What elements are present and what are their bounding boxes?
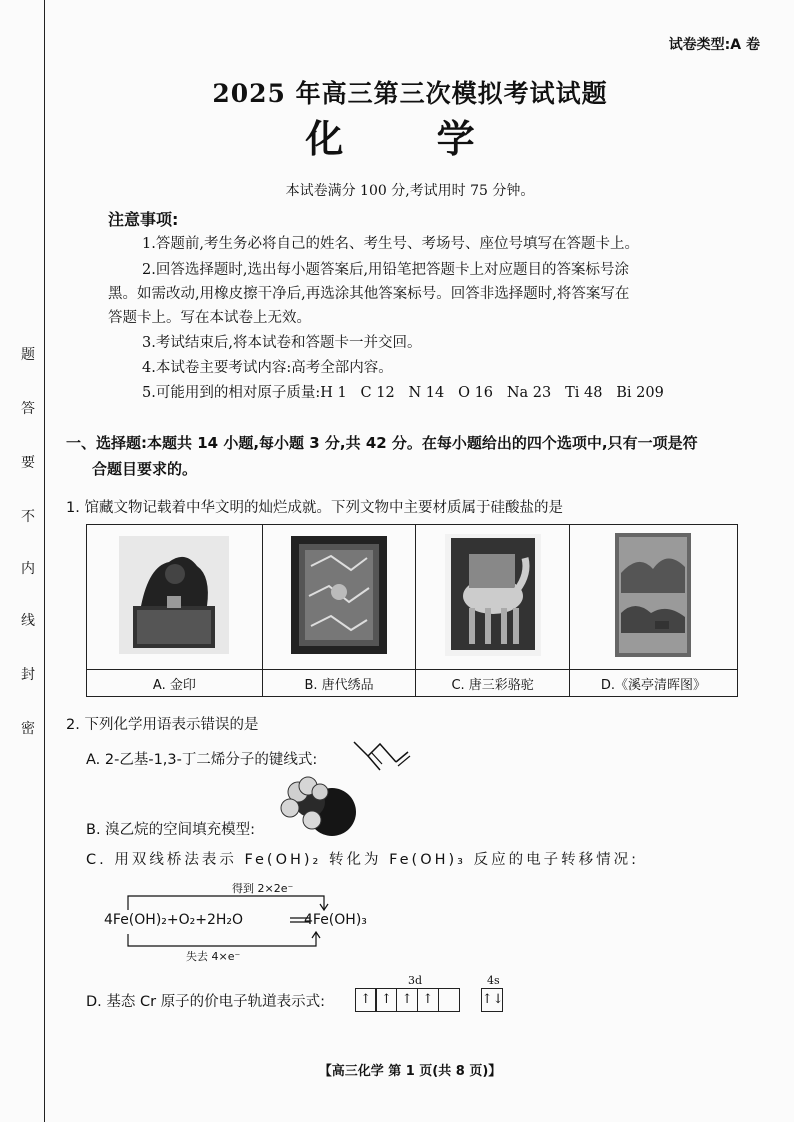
orbital-box: ↑ — [375, 988, 397, 1012]
seal-char: 题 — [21, 347, 35, 363]
seal-char: 内 — [21, 561, 35, 577]
q2-option-d: D. 基态 Cr 原子的价电子轨道表示式: — [86, 994, 326, 1010]
option-d-image — [569, 525, 737, 670]
option-d-label: D.《溪亭清晖图》 — [569, 670, 737, 697]
notice-item: 答题卡上。写在本试卷上无效。 — [108, 310, 311, 326]
skeletal-formula-image — [352, 738, 412, 772]
notice-item: 2.回答选择题时,选出每小题答案后,用铅笔把答题卡上对应题目的答案标号涂 — [142, 262, 630, 278]
notice-item: 1.答题前,考生务必将自己的姓名、考生号、考场号、座位号填写在答题卡上。 — [142, 236, 639, 252]
option-c-label: C. 唐三彩骆驼 — [416, 670, 570, 697]
orbital-4s-label: 4s — [487, 974, 500, 987]
q2-option-a: A. 2-乙基-1,3-丁二烯分子的键线式: — [86, 752, 318, 768]
gold-seal-image — [119, 536, 229, 654]
electron-lose-label: 失去 4×e⁻ — [186, 950, 241, 963]
notice-item: 4.本试卷主要考试内容:高考全部内容。 — [142, 360, 393, 376]
binding-line — [44, 0, 45, 1122]
seal-char: 答 — [21, 401, 35, 417]
option-a-image — [87, 525, 263, 670]
orbital-4s-box: ↑↓ — [481, 988, 503, 1012]
embroidery-image — [291, 536, 387, 654]
seal-char: 密 — [21, 721, 35, 737]
q1-stem: 1. 馆藏文物记载着中华文明的灿烂成就。下列文物中主要材质属于硅酸盐的是 — [66, 500, 563, 516]
q2-option-b: B. 溴乙烷的空间填充模型: — [86, 822, 256, 838]
section-heading — [66, 430, 746, 482]
paper-type: 试卷类型:A 卷 — [668, 37, 760, 53]
q2-option-c: C. 用双线桥法表示 Fe(OH)₂ 转化为 Fe(OH)₃ 反应的电子转移情况: — [86, 852, 639, 868]
orbital-box: ↑ — [355, 988, 377, 1012]
subject-title: 化 学 — [305, 116, 515, 161]
option-c-image — [416, 525, 570, 670]
seal-char: 线 — [21, 613, 35, 629]
seal-char: 不 — [21, 509, 35, 525]
q2-stem: 2. 下列化学用语表示错误的是 — [66, 717, 259, 733]
orbital-3d-boxes — [356, 988, 460, 1012]
section-line: 一、选择题:本题共 14 小题,每小题 3 分,共 42 分。在每小题给出的四个选项中,只有一项是符 — [66, 434, 698, 452]
orbital-3d-label: 3d — [408, 974, 423, 987]
q1-options-table — [86, 524, 738, 697]
section-line: 合题目要求的。 — [92, 460, 198, 478]
equation-right: 4Fe(OH)₃ — [304, 912, 367, 928]
equation-left: 4Fe(OH)₂+O₂+2H₂O — [104, 912, 244, 928]
exam-title: 2025 年高三第三次模拟考试试题 — [212, 79, 608, 108]
seal-char: 封 — [21, 667, 35, 683]
option-a-label: A. 金印 — [87, 670, 263, 697]
landscape-painting-image — [615, 533, 691, 657]
notice-item: 黑。如需改动,用橡皮擦干净后,再选涂其他答案标号。回答非选择题时,将答案写在 — [108, 286, 630, 302]
orbital-box: ↑ — [417, 988, 439, 1012]
electron-gain-label: 得到 2×2e⁻ — [232, 882, 294, 895]
seal-char: 要 — [21, 455, 35, 471]
tricolor-camel-image — [445, 534, 541, 656]
page-footer: 【高三化学 第 1 页(共 8 页)】 — [318, 1064, 502, 1079]
exam-info: 本试卷满分 100 分,考试用时 75 分钟。 — [285, 183, 535, 199]
notice-item: 3.考试结束后,将本试卷和答题卡一并交回。 — [142, 335, 422, 351]
notice-item: 5.可能用到的相对原子质量:H 1 C 12 N 14 O 16 Na 23 Ti 48 Bi 209 — [142, 385, 664, 401]
orbital-4s-box-wrap — [482, 988, 503, 1012]
option-b-label: B. 唐代绣品 — [262, 670, 416, 697]
option-b-image — [262, 525, 416, 670]
orbital-box — [438, 988, 460, 1012]
orbital-box: ↑ — [396, 988, 418, 1012]
notice-heading: 注意事项: — [108, 210, 179, 229]
space-filling-model-image — [278, 774, 358, 838]
